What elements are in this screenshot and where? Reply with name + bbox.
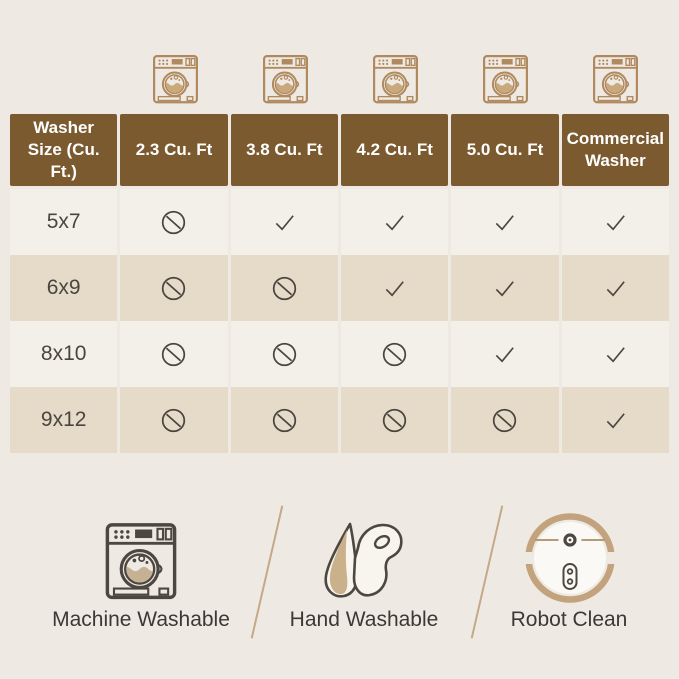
column-header: 4.2 Cu. Ft xyxy=(341,114,448,186)
prohibited-icon xyxy=(381,407,408,434)
prohibited-icon xyxy=(160,407,187,434)
washing-machine-icon xyxy=(482,49,529,106)
column-header: Commercial Washer xyxy=(562,114,669,186)
check-icon xyxy=(491,275,518,302)
check-icon xyxy=(602,209,629,236)
washing-machine-icon xyxy=(104,515,178,602)
table-cell xyxy=(562,255,669,321)
check-icon xyxy=(381,209,408,236)
divider-slash xyxy=(251,506,284,639)
hand-wash-icon xyxy=(314,520,414,602)
column-header: 3.8 Cu. Ft xyxy=(231,114,338,186)
table-cell xyxy=(562,321,669,387)
prohibited-icon xyxy=(381,341,408,368)
table-cell xyxy=(451,387,558,453)
table-cell xyxy=(341,255,448,321)
washer-size-table xyxy=(10,114,669,453)
table-cell xyxy=(120,255,227,321)
prohibited-icon xyxy=(271,407,298,434)
column-header: 2.3 Cu. Ft xyxy=(120,114,227,186)
prohibited-icon xyxy=(271,341,298,368)
check-icon xyxy=(271,209,298,236)
table-cell xyxy=(231,387,338,453)
table-cell xyxy=(231,255,338,321)
table-cell xyxy=(120,321,227,387)
check-icon xyxy=(381,275,408,302)
prohibited-icon xyxy=(160,275,187,302)
table-cell xyxy=(231,189,338,255)
column-header: Washer Size (Cu. Ft.) xyxy=(10,114,117,186)
table-cell xyxy=(451,321,558,387)
washing-machine-icon xyxy=(372,49,419,106)
feature-label: Machine Washable xyxy=(52,608,230,631)
check-icon xyxy=(602,275,629,302)
check-icon xyxy=(491,341,518,368)
prohibited-icon xyxy=(271,275,298,302)
table-cell xyxy=(451,189,558,255)
check-icon xyxy=(602,341,629,368)
table-cell xyxy=(562,387,669,453)
check-icon xyxy=(491,209,518,236)
row-label: 6x9 xyxy=(10,255,117,321)
feature-label: Hand Washable xyxy=(289,608,439,631)
feature-label: Robot Clean xyxy=(510,608,628,631)
prohibited-icon xyxy=(160,341,187,368)
column-header: 5.0 Cu. Ft xyxy=(451,114,558,186)
washing-machine-icon xyxy=(592,49,639,106)
table-cell xyxy=(341,189,448,255)
table-cell xyxy=(341,321,448,387)
prohibited-icon xyxy=(491,407,518,434)
table-cell xyxy=(120,189,227,255)
table-cell xyxy=(562,189,669,255)
row-label: 9x12 xyxy=(10,387,117,453)
table-cell xyxy=(231,321,338,387)
washing-machine-icon xyxy=(262,49,309,106)
prohibited-icon xyxy=(160,209,187,236)
check-icon xyxy=(602,407,629,434)
robot-vacuum-icon xyxy=(524,512,616,604)
table-cell xyxy=(341,387,448,453)
washing-machine-icon xyxy=(152,49,199,106)
divider-slash xyxy=(471,506,504,639)
table-cell xyxy=(451,255,558,321)
table-cell xyxy=(120,387,227,453)
row-label: 8x10 xyxy=(10,321,117,387)
row-label: 5x7 xyxy=(10,189,117,255)
